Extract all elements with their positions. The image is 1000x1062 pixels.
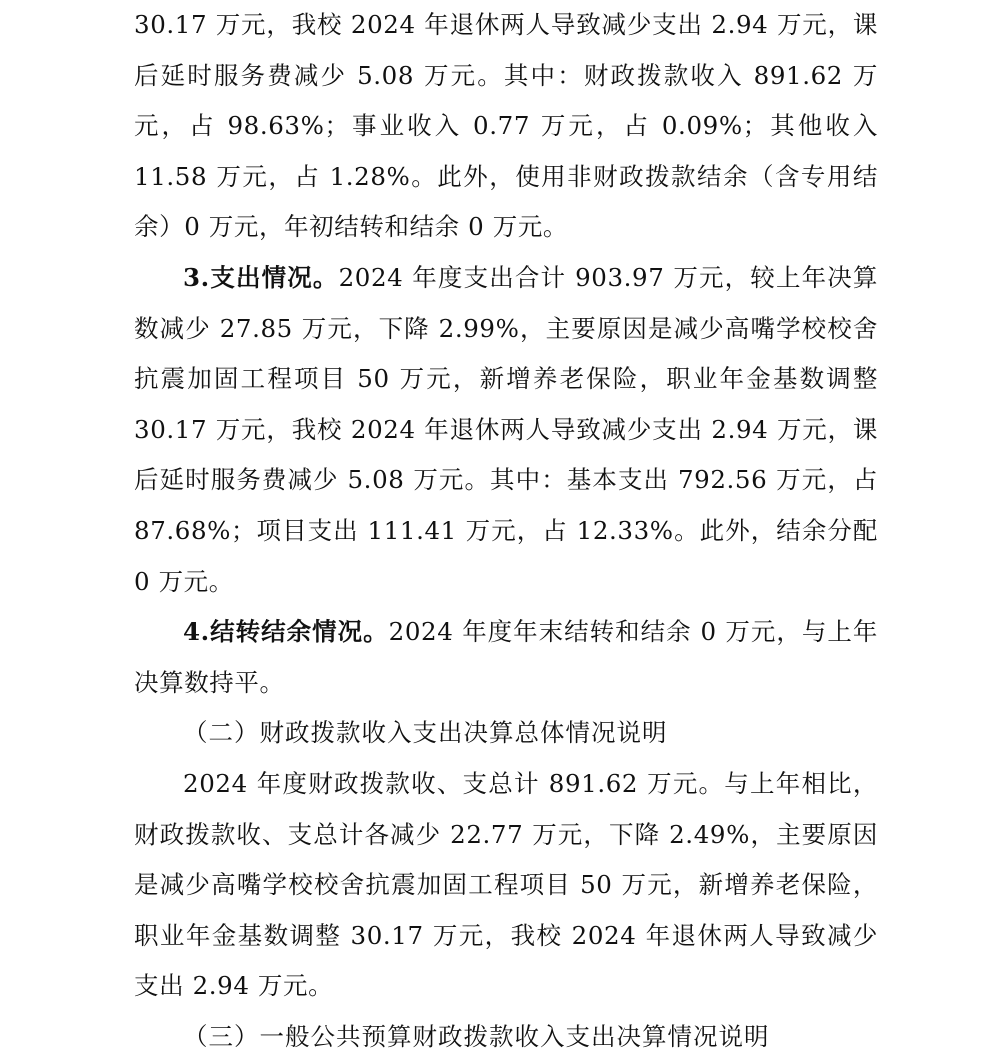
- carryover-label: 4.结转结余情况。: [183, 617, 389, 647]
- expense-text: 2024 年度支出合计 903.97 万元，较上年决算数减少 27.85 万元，下降 2.99%，主要原因是减少高嘴学校校舍抗震加固工程项目 50 万元，新增养老保险，职业年金基数调整 30.17 万元，我校 2024 年退休两人导致减少支出 2.94 万元，课后延时服务费减少 5.08 万元。其中：基本支出 792.56 万元，占 87.68%；项目支出 111.41 万元，占 12.33%。此外，结余分配 0 万元。: [134, 262, 879, 596]
- expense-paragraph: [134, 253, 878, 607]
- expense-label: 3.支出情况。: [183, 262, 339, 292]
- section-two-paragraph: 2024 年度财政拨款收、支总计 891.62 万元。与上年相比，财政拨款收、支总计各减少 22.77 万元，下降 2.49%，主要原因是减少高嘴学校校舍抗震加固工程项目 50 万元，新增养老保险，职业年金基数调整 30.17 万元，我校 2024 年退休两人导致减少支出 2.94 万元。: [134, 768, 878, 1001]
- income-paragraph-tail: 30.17 万元，我校 2024 年退休两人导致减少支出 2.94 万元，课后延时服务费减少 5.08 万元。其中：财政拨款收入 891.62 万元，占 98.63%；事业收入 0.77 万元，占 0.09%；其他收入 11.58 万元，占 1.28%。此外，使用非财政拨款结余（含专用结余）0 万元，年初结转和结余 0 万元。: [134, 10, 878, 242]
- document-page: [134, 0, 878, 1062]
- carryover-paragraph: [134, 607, 878, 708]
- carryover-text: 2024 年度年末结转和结余 0 万元，与上年决算数持平。: [134, 617, 878, 697]
- section-two-heading: （二）财政拨款收入支出决算总体情况说明: [183, 718, 668, 748]
- section-three-heading: （三）一般公共预算财政拨款收入支出决算情况说明: [183, 1021, 770, 1051]
